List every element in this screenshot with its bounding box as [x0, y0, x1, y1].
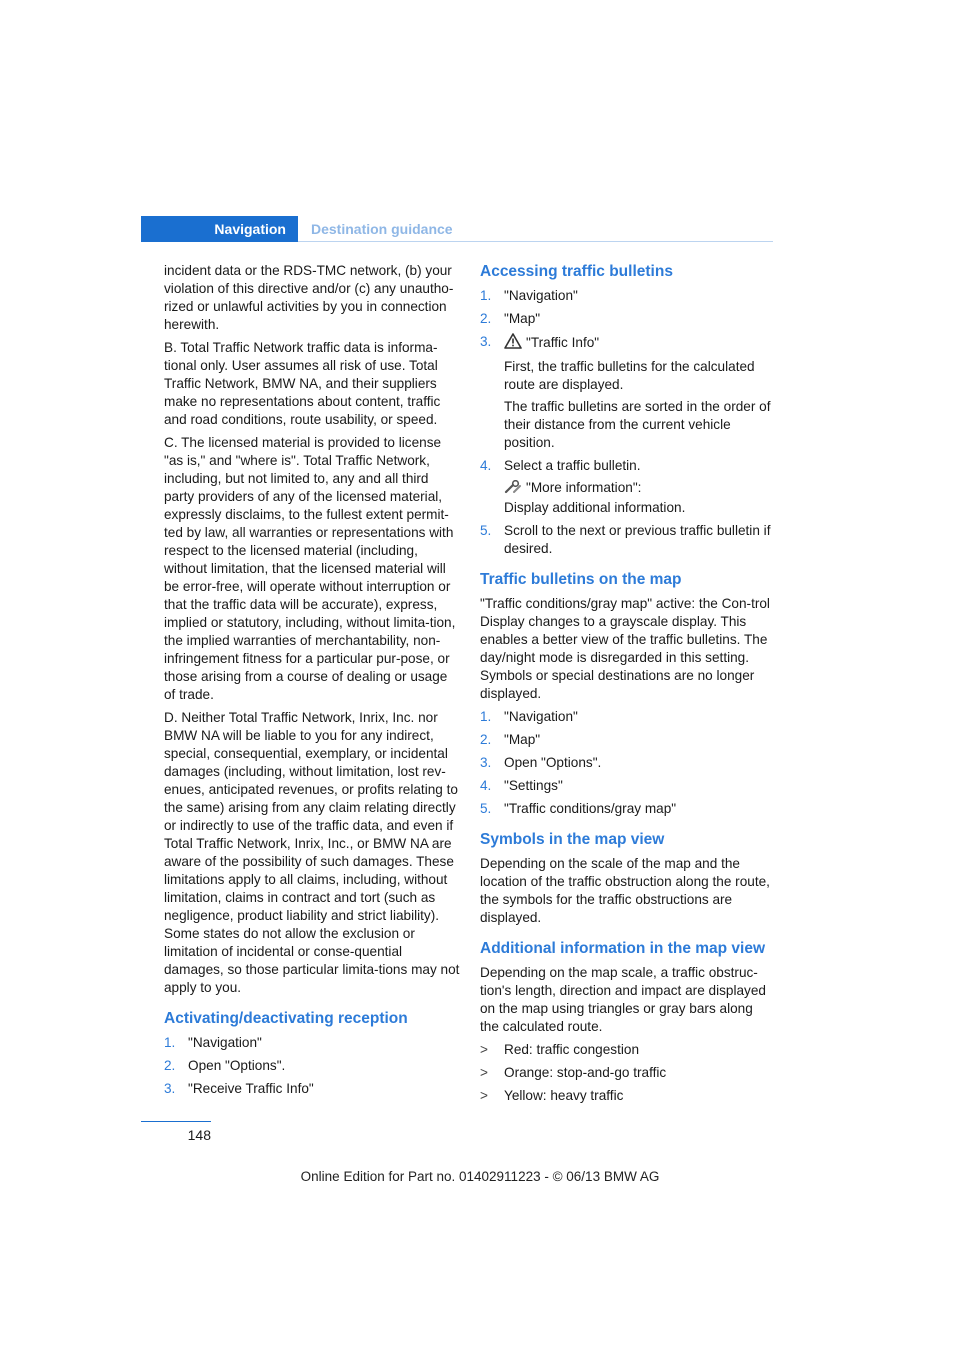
step-text: "Map"	[504, 311, 541, 326]
on-map-steps	[480, 708, 772, 818]
list-item	[480, 777, 772, 795]
step-text: "Settings"	[504, 778, 563, 793]
section-tab: Navigation	[141, 216, 298, 242]
additional-bullets	[480, 1041, 772, 1105]
heading-activating: Activating/deactivating reception	[164, 1010, 408, 1027]
step-detail	[504, 479, 772, 517]
page-number: 148	[187, 1127, 211, 1143]
list-item	[164, 1080, 460, 1098]
step-text: Scroll to the next or previous traffic bulletin if desired.	[504, 523, 771, 556]
list-item	[480, 731, 772, 749]
heading-additional: Additional information in the map view	[480, 940, 766, 957]
list-item	[480, 522, 772, 558]
step-detail: First, the traffic bulletins for the calculated route are displayed.	[504, 359, 755, 392]
step-text: Open "Options".	[188, 1058, 286, 1073]
list-item	[480, 1087, 772, 1105]
step-number: 4.	[480, 778, 492, 793]
step-detail: The traffic bulletins are sorted in the order of their distance from the current vehicle position.	[504, 399, 771, 450]
step-number: 2.	[164, 1058, 176, 1073]
list-item	[480, 287, 772, 305]
step-text: Select a traffic bulletin.	[504, 458, 641, 473]
step-number: 5.	[480, 801, 492, 816]
subsection-tab: Destination guidance	[311, 221, 453, 237]
step-detail-text: Display additional information.	[504, 500, 686, 515]
list-item	[480, 708, 772, 726]
symbols-text: Depending on the scale of the map and the location of the traffic obstruction along the route, the symbols for the traffic obstructions are displayed.	[480, 856, 770, 925]
step-text: Open "Options".	[504, 755, 602, 770]
step-text: "Receive Traffic Info"	[188, 1081, 314, 1096]
bullet-marker: >	[480, 1065, 488, 1080]
step-number: 4.	[480, 458, 492, 473]
additional-text: Depending on the map scale, a traffic obstruc-tion's length, direction and impact are displayed on the map using triangles or gray bars along the calculated route.	[480, 965, 766, 1034]
heading-accessing: Accessing traffic bulletins	[480, 263, 673, 280]
step-number: 1.	[480, 709, 492, 724]
paragraph-c: C. The licensed material is provided to license "as is," and "where is". Total Traffic Network, including, but not limited to, any and all third party providers of any of the licensed material, expressly disclaims, to the fullest extent permit-ted by law, all warranties or representations with respect to the licensed material (including, without limitation, that the licensed material will be error-free, will operate without interruption or that the traffic data will be accurate), express, implied or statutory, including, without limita-tion, the implied warranties of merchantability, non-infringement fitness for a particular pur-pose, or those arising from a course of dealing or usage of trade.	[164, 435, 456, 702]
step-number: 1.	[480, 288, 492, 303]
list-item	[164, 1034, 460, 1052]
list-item	[480, 310, 772, 328]
header-rule	[298, 241, 773, 242]
step-number: 3.	[480, 755, 492, 770]
bullet-marker: >	[480, 1042, 488, 1057]
heading-symbols: Symbols in the map view	[480, 831, 665, 848]
edition-line: Online Edition for Part no. 01402911223 - © 06/13 BMW AG	[300, 1169, 660, 1184]
step-number: 2.	[480, 732, 492, 747]
list-item	[480, 754, 772, 772]
on-map-intro: "Traffic conditions/gray map" active: the Con-trol Display changes to a grayscale display. This enables a better view of the traffic bulletins. The day/night mode is disregarded in this setting. Symbols or special destinations are no longer displayed.	[480, 596, 770, 701]
step-detail-text: "More information":	[526, 480, 642, 495]
heading-on-map: Traffic bulletins on the map	[480, 571, 682, 588]
step-text: "Navigation"	[504, 288, 578, 303]
step-number: 3.	[164, 1081, 176, 1096]
bullet-text: Yellow: heavy traffic	[504, 1088, 624, 1103]
list-item	[480, 1041, 772, 1059]
bullet-text: Red: traffic congestion	[504, 1042, 640, 1057]
bullet-text: Orange: stop-and-go traffic	[504, 1065, 667, 1080]
step-text: "Traffic Info"	[526, 335, 600, 350]
warning-triangle-icon	[504, 333, 522, 354]
list-item	[480, 457, 772, 517]
step-text: "Navigation"	[188, 1035, 262, 1050]
step-number: 1.	[164, 1035, 176, 1050]
accessing-steps	[480, 287, 772, 558]
bullet-marker: >	[480, 1088, 488, 1103]
page-header	[141, 216, 773, 242]
step-text: "Traffic conditions/gray map"	[504, 801, 677, 816]
list-item	[480, 800, 772, 818]
list-item	[480, 1064, 772, 1082]
activating-steps	[164, 1034, 460, 1098]
step-number: 5.	[480, 523, 492, 538]
paragraph-a: incident data or the RDS-TMC network, (b) your violation of this directive and/or (c) any unautho-rized or unlawful activities by you in connection herewith.	[164, 263, 454, 332]
right-column	[480, 262, 772, 1110]
paragraph-b: B. Total Traffic Network traffic data is informa-tional only. User assumes all risk of use. Total Traffic Network, BMW NA, and their suppliers make no representations about content, traffic and road conditions, route usability, or speed.	[164, 340, 441, 427]
paragraph-d: D. Neither Total Traffic Network, Inrix, Inc. nor BMW NA will be liable to you for any indirect, special, consequential, exemplary, or incidental damages (including, without limitation, lost rev-enues, anticipated revenues, or profits relating to the same) arising from any claim relating directly or indirectly to use of the traffic data, and even if Total Traffic Network, Inrix, Inc., or BMW NA are aware of the possibility of such damages. These limitations apply to all claims, including, without limitation, claims in contract and tort (such as negligence, product liability and strict liability). Some states do not allow the exclusion or limitation of incidental or conse-quential damages, so those particular limita-tions may not apply to you.	[164, 710, 460, 995]
list-item	[164, 1057, 460, 1075]
step-number: 3.	[480, 334, 492, 349]
footer-rule	[141, 1121, 211, 1122]
step-number: 2.	[480, 311, 492, 326]
step-text: "Map"	[504, 732, 541, 747]
step-text: "Navigation"	[504, 709, 578, 724]
list-item	[480, 333, 772, 452]
tools-icon	[504, 480, 522, 499]
left-column	[164, 262, 460, 1103]
